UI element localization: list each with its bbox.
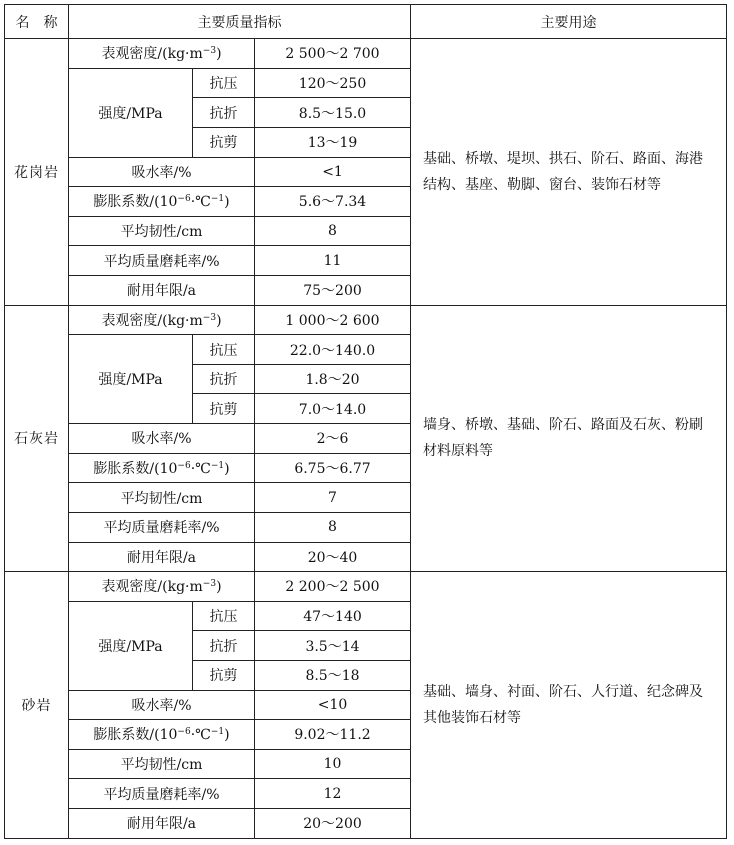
density-label-exp: −3 — [202, 46, 217, 57]
density-label-tail: ) — [216, 579, 222, 596]
life-label: 耐用年限/a — [69, 542, 255, 572]
density-value: 2 200～2 500 — [255, 572, 411, 602]
bend-value: 8.5～15.0 — [255, 98, 411, 128]
density-value: 1 000～2 600 — [255, 305, 411, 335]
toughness-value: 7 — [255, 483, 411, 513]
expansion-label — [69, 720, 255, 750]
strength-label: 强度/MPa — [69, 601, 193, 690]
header-indicators: 主要质量指标 — [69, 5, 411, 39]
abrasion-value: 11 — [255, 246, 411, 276]
life-value: 20～200 — [255, 808, 411, 838]
expansion-label-main: 膨胀系数/(10 — [93, 727, 178, 744]
header-row — [5, 5, 727, 39]
compress-label: 抗压 — [193, 335, 255, 365]
stone-name: 石灰岩 — [5, 305, 69, 571]
shear-label: 抗剪 — [193, 660, 255, 690]
expansion-label-exp1: −6 — [177, 727, 191, 738]
stone-properties-table — [4, 4, 727, 839]
density-label-exp: −3 — [202, 579, 217, 590]
abrasion-label: 平均质量磨耗率/% — [69, 512, 255, 542]
absorption-value: <10 — [255, 690, 411, 720]
expansion-value: 5.6～7.34 — [255, 187, 411, 217]
shear-label: 抗剪 — [193, 394, 255, 424]
stone-name: 砂岩 — [5, 572, 69, 839]
abrasion-label: 平均质量磨耗率/% — [69, 246, 255, 276]
stone-name: 花岗岩 — [5, 39, 69, 305]
table-row — [5, 305, 727, 335]
shear-value: 7.0～14.0 — [255, 394, 411, 424]
strength-label: 强度/MPa — [69, 68, 193, 157]
bend-label: 抗折 — [193, 631, 255, 661]
expansion-label-mid: ·℃ — [190, 194, 211, 211]
compress-label: 抗压 — [193, 601, 255, 631]
density-label-tail: ) — [216, 312, 222, 329]
expansion-label-exp1: −6 — [177, 460, 191, 471]
stone-uses: 墙身、桥墩、基础、阶石、路面及石灰、粉刷材料原料等 — [411, 305, 727, 571]
shear-label: 抗剪 — [193, 127, 255, 157]
expansion-label-tail: ) — [224, 727, 230, 744]
shear-value: 8.5～18 — [255, 660, 411, 690]
toughness-value: 8 — [255, 216, 411, 246]
life-value: 20～40 — [255, 542, 411, 572]
expansion-label-exp2: −1 — [210, 194, 225, 205]
density-label — [69, 572, 255, 602]
compress-value: 120～250 — [255, 68, 411, 98]
compress-value: 22.0～140.0 — [255, 335, 411, 365]
expansion-label-tail: ) — [224, 460, 230, 477]
absorption-value: <1 — [255, 157, 411, 187]
expansion-label-exp2: −1 — [210, 460, 225, 471]
life-label: 耐用年限/a — [69, 808, 255, 838]
absorption-label: 吸水率/% — [69, 690, 255, 720]
expansion-label-main: 膨胀系数/(10 — [93, 194, 178, 211]
header-name: 名 称 — [5, 5, 69, 39]
compress-label: 抗压 — [193, 68, 255, 98]
expansion-label-main: 膨胀系数/(10 — [93, 460, 178, 477]
abrasion-label: 平均质量磨耗率/% — [69, 779, 255, 809]
density-label-tail: ) — [216, 46, 222, 63]
expansion-value: 9.02～11.2 — [255, 720, 411, 750]
table-row — [5, 572, 727, 602]
strength-label: 强度/MPa — [69, 335, 193, 424]
life-label: 耐用年限/a — [69, 276, 255, 306]
bend-value: 1.8～20 — [255, 364, 411, 394]
expansion-label — [69, 453, 255, 483]
expansion-label-mid: ·℃ — [190, 460, 211, 477]
toughness-label: 平均韧性/cm — [69, 216, 255, 246]
density-value: 2 500～2 700 — [255, 39, 411, 69]
density-label-main: 表观密度/(kg·m — [101, 579, 203, 596]
bend-label: 抗折 — [193, 98, 255, 128]
expansion-label — [69, 187, 255, 217]
density-label — [69, 39, 255, 69]
expansion-label-exp1: −6 — [177, 194, 191, 205]
bend-label: 抗折 — [193, 364, 255, 394]
stone-uses: 基础、墙身、衬面、阶石、人行道、纪念碑及其他装饰石材等 — [411, 572, 727, 839]
absorption-value: 2～6 — [255, 424, 411, 454]
abrasion-value: 12 — [255, 779, 411, 809]
bend-value: 3.5～14 — [255, 631, 411, 661]
expansion-label-exp2: −1 — [210, 727, 225, 738]
absorption-label: 吸水率/% — [69, 424, 255, 454]
density-label-main: 表观密度/(kg·m — [101, 46, 203, 63]
expansion-label-mid: ·℃ — [190, 727, 211, 744]
stone-uses: 基础、桥墩、堤坝、拱石、阶石、路面、海港结构、基座、勒脚、窗台、装饰石材等 — [411, 39, 727, 305]
absorption-label: 吸水率/% — [69, 157, 255, 187]
toughness-label: 平均韧性/cm — [69, 749, 255, 779]
toughness-label: 平均韧性/cm — [69, 483, 255, 513]
toughness-value: 10 — [255, 749, 411, 779]
table-body — [5, 5, 727, 839]
shear-value: 13～19 — [255, 127, 411, 157]
expansion-label-tail: ) — [224, 194, 230, 211]
header-uses: 主要用途 — [411, 5, 727, 39]
expansion-value: 6.75～6.77 — [255, 453, 411, 483]
density-label-main: 表观密度/(kg·m — [101, 312, 203, 329]
density-label-exp: −3 — [202, 312, 217, 323]
abrasion-value: 8 — [255, 512, 411, 542]
life-value: 75～200 — [255, 276, 411, 306]
compress-value: 47～140 — [255, 601, 411, 631]
density-label — [69, 305, 255, 335]
table-row — [5, 39, 727, 69]
